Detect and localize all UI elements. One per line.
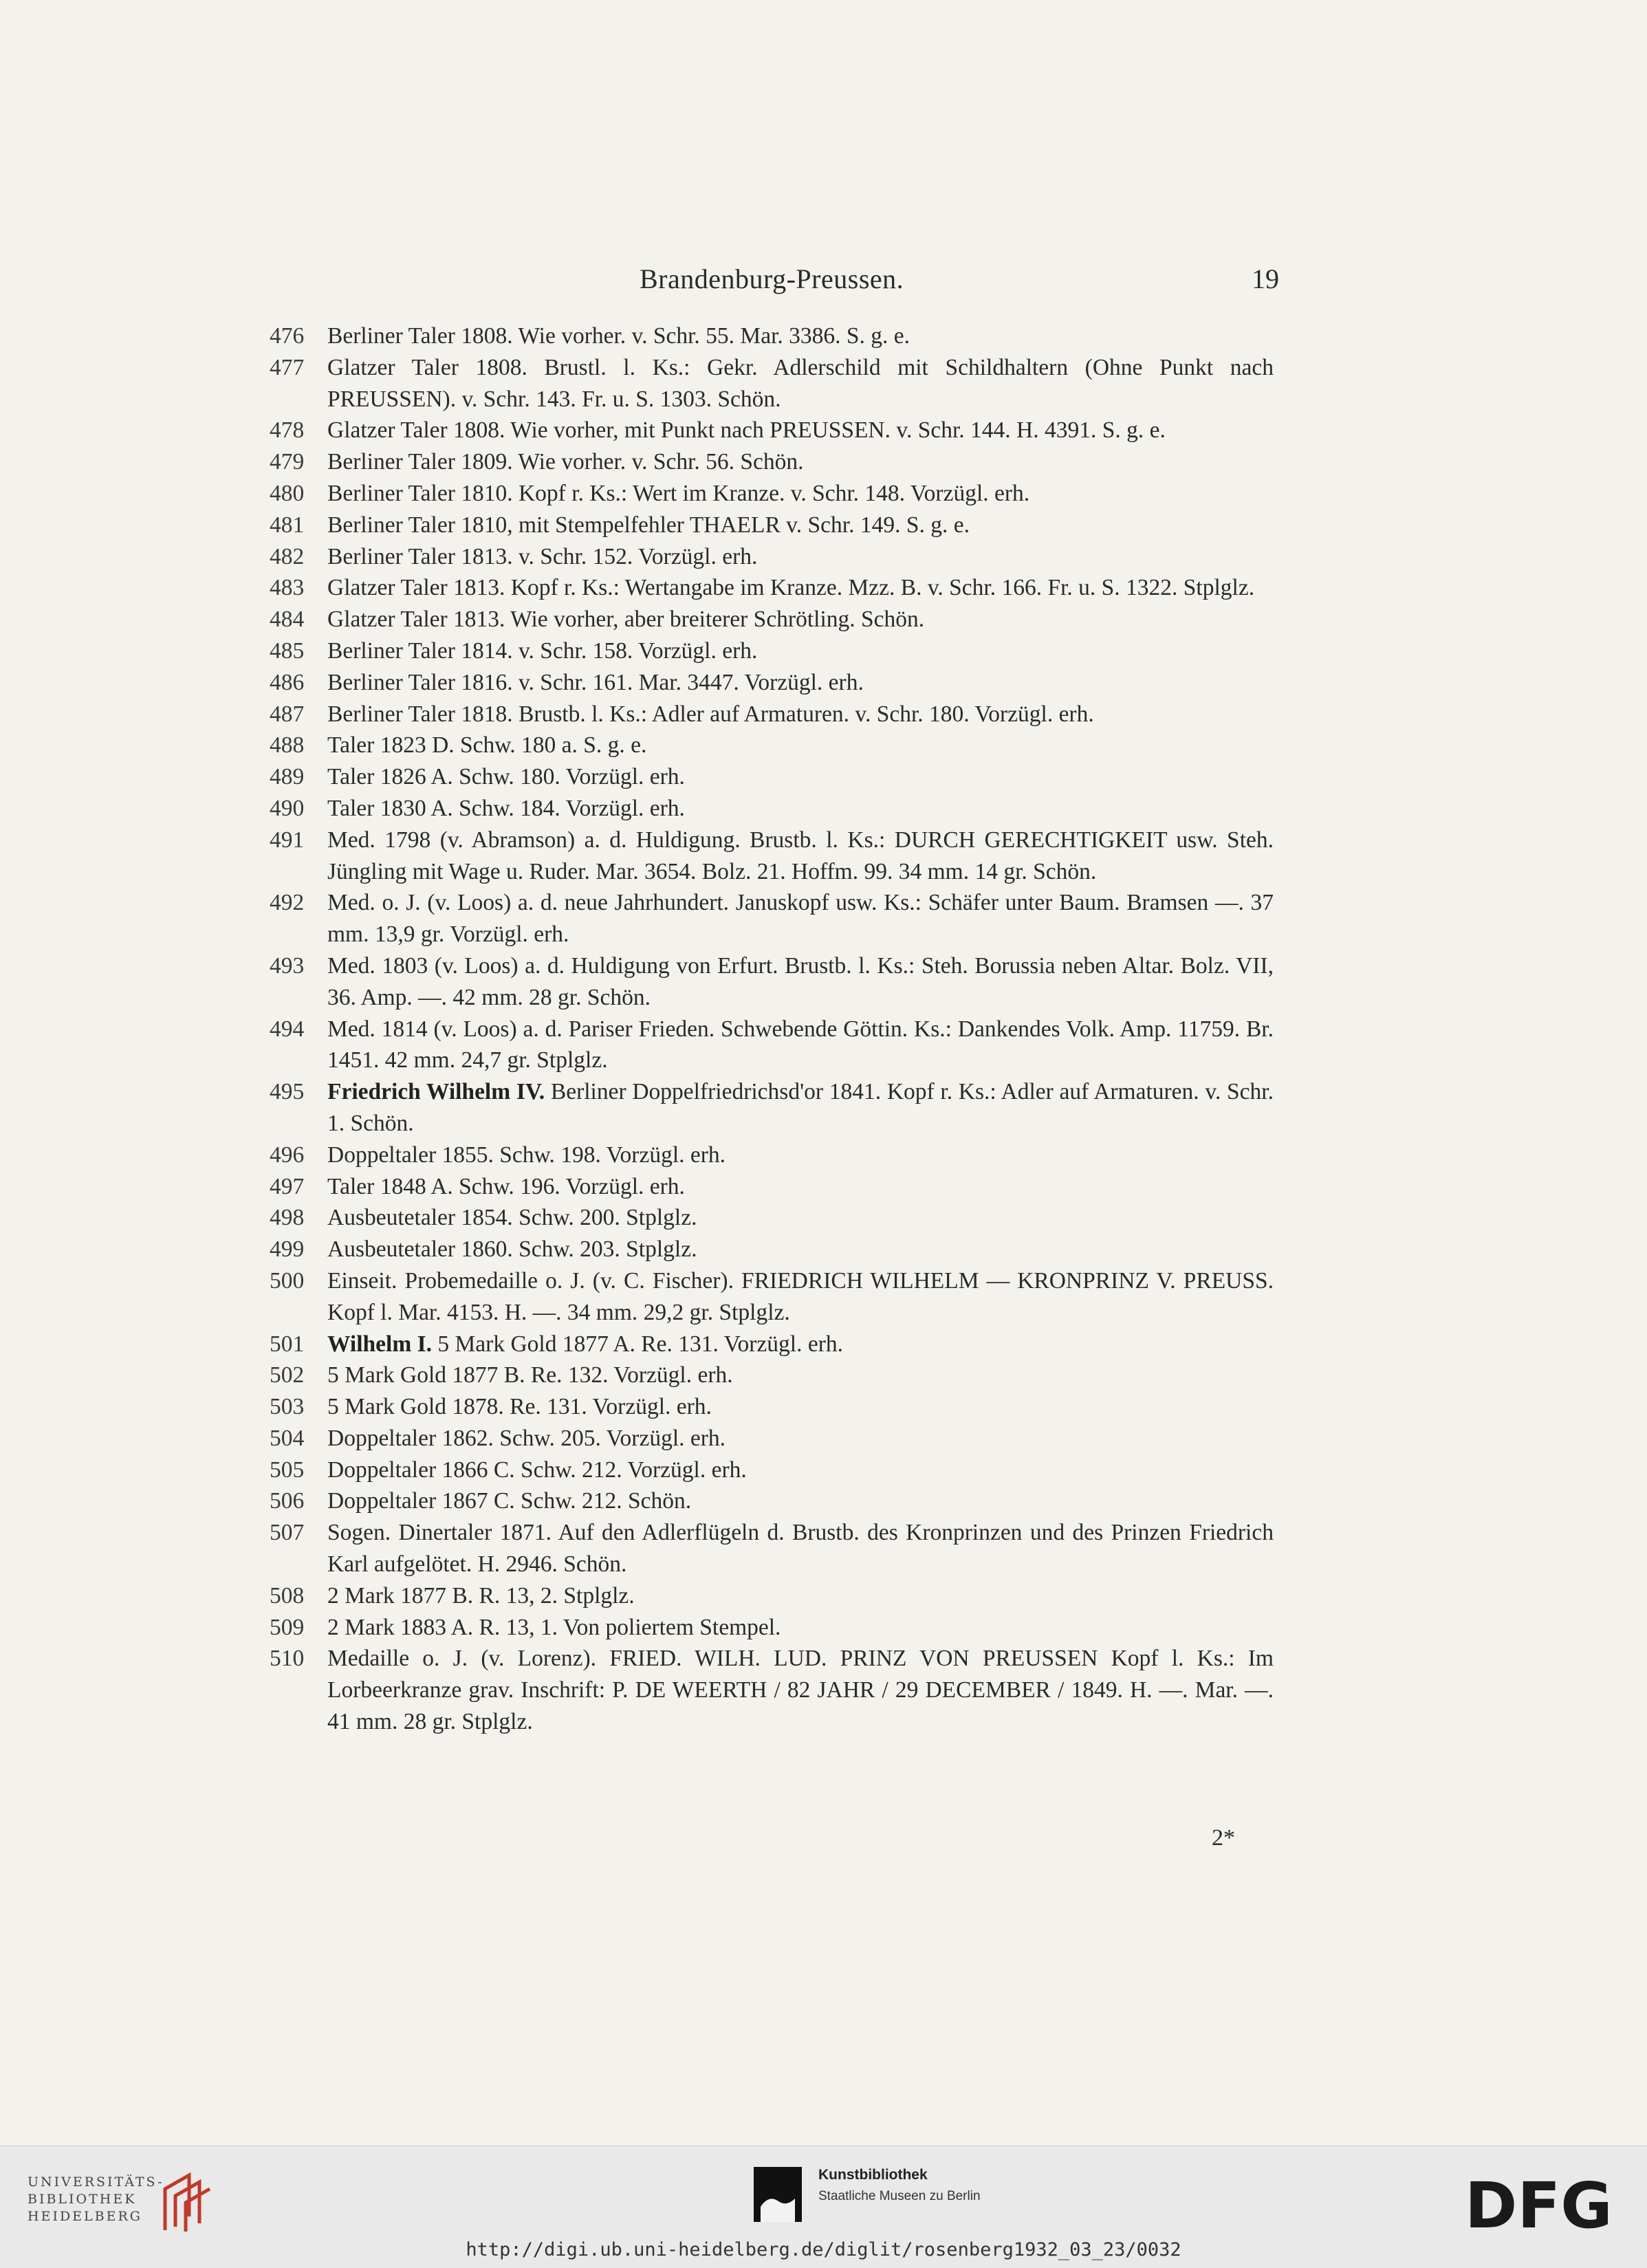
entry-body (327, 761, 1274, 793)
entry-body (327, 1580, 1274, 1612)
entry-body (327, 510, 1274, 541)
entry-text: Med. o. J. (v. Loos) a. d. neue Jahrhundert. Januskopf usw. Ks.: Schäfer unter Baum. Bramsen —. 37 mm. 13,9 gr. Vorzügl. erh. (327, 890, 1274, 948)
entry-body (327, 950, 1274, 1014)
footer-bar (0, 2146, 1647, 2268)
entry-body (327, 1234, 1274, 1265)
catalogue-entry (270, 446, 1274, 478)
entry-body (327, 446, 1274, 478)
catalogue-entry (270, 825, 1274, 888)
entry-number: 478 (270, 417, 305, 444)
heidelberg-library-text (28, 2174, 164, 2225)
entry-number: 498 (270, 1205, 305, 1231)
entry-number: 484 (270, 607, 305, 633)
entry-number: 492 (270, 890, 305, 916)
entry-number: 505 (270, 1457, 305, 1483)
heidelberg-library-logo[interactable] (28, 2174, 164, 2225)
entry-text: Ausbeutetaler 1854. Schw. 200. Stplglz. (327, 1205, 697, 1231)
catalogue-entry (270, 635, 1274, 667)
entry-body (327, 1202, 1274, 1234)
entry-text: Med. 1803 (v. Loos) a. d. Huldigung von Erfurt. Brustb. l. Ks.: Steh. Borussia neben Altar. Bolz. VII, 36. Amp. —. 42 mm. 28 gr. Schön. (327, 952, 1274, 1010)
catalogue-entry (270, 1360, 1274, 1391)
entry-body (327, 415, 1274, 446)
entry-body (327, 793, 1274, 825)
entry-number: 497 (270, 1173, 305, 1199)
catalogue-entry (270, 1423, 1274, 1454)
entry-body (327, 887, 1274, 950)
catalogue-entry (270, 761, 1274, 793)
entry-number: 489 (270, 764, 305, 790)
entry-body (327, 1454, 1274, 1486)
entry-text: Medaille o. J. (v. Lorenz). FRIED. WILH. LUD. PRINZ VON PREUSSEN Kopf l. Ks.: Im Lorbeerkranze grav. Inschrift: P. DE WEERTH / 82 JAHR / 29 DECEMBER / 1849. H. —. Mar. —. 41 mm. 28 gr. Stplglz. (327, 1646, 1274, 1735)
entry-text: Glatzer Taler 1813. Kopf r. Ks.: Wertangabe im Kranze. Mzz. B. v. Schr. 166. Fr. u. S. 1322. Stplglz. (327, 575, 1255, 601)
entry-text: Berliner Doppelfriedrichsd'or 1841. Kopf r. Ks.: Adler auf Armaturen. v. Schr. 1. Schön. (327, 1079, 1274, 1136)
uni-line: UNIVERSITÄTS- (28, 2174, 164, 2190)
dfg-label: DFG (1465, 2178, 1613, 2233)
ruler-heading: Friedrich Wilhelm IV. (327, 1079, 545, 1105)
entry-body (327, 1485, 1274, 1517)
entry-body (327, 825, 1274, 888)
catalogue-entry (270, 699, 1274, 730)
uni-line: BIBLIOTHEK (28, 2192, 137, 2207)
page-number: 19 (1252, 263, 1279, 294)
entry-text: Med. 1798 (v. Abramson) a. d. Huldigung. Brustb. l. Ks.: DURCH GERECHTIGKEIT usw. Steh. Jüngling mit Wage u. Ruder. Mar. 3654. Bolz. 21. Hoffm. 99. 34 mm. 14 gr. Schön. (327, 827, 1274, 884)
entry-number: 477 (270, 354, 305, 380)
entry-text: Berliner Taler 1810, mit Stempelfehler THAELR v. Schr. 149. S. g. e. (327, 512, 970, 538)
entry-body (327, 635, 1274, 667)
catalogue-entry (270, 1140, 1274, 1171)
entry-body (327, 667, 1274, 699)
catalogue-entry (270, 510, 1274, 541)
running-head (0, 263, 1647, 297)
entry-body (327, 1517, 1274, 1580)
entry-body (327, 541, 1274, 573)
catalogue-entry (270, 1076, 1274, 1140)
entry-body (327, 1423, 1274, 1454)
entry-number: 494 (270, 1016, 305, 1042)
catalogue-entry (270, 1517, 1274, 1580)
entry-text: Glatzer Taler 1813. Wie vorher, aber breiterer Schrötling. Schön. (327, 607, 925, 633)
heidelberg-seal-icon (151, 2168, 227, 2237)
catalogue-entry (270, 1454, 1274, 1486)
catalogue-entry (270, 793, 1274, 825)
catalogue-entry (270, 667, 1274, 699)
entry-number: 510 (270, 1646, 305, 1672)
catalogue-entry (270, 1234, 1274, 1265)
entry-number: 479 (270, 449, 305, 475)
entry-number: 506 (270, 1488, 305, 1514)
catalogue-entry (270, 887, 1274, 950)
kunstbibliothek-icon (754, 2167, 802, 2222)
catalogue-entry (270, 730, 1274, 761)
entry-text: 5 Mark Gold 1877 A. Re. 131. Vorzügl. erh. (437, 1331, 844, 1357)
catalogue-entry (270, 1171, 1274, 1203)
catalogue-entry (270, 352, 1274, 415)
entry-number: 482 (270, 543, 305, 569)
entry-body (327, 1140, 1274, 1171)
catalogue-entry (270, 1612, 1274, 1644)
entry-number: 493 (270, 952, 305, 979)
entry-body (327, 1391, 1274, 1423)
catalogue-entry (270, 541, 1274, 573)
entry-number: 504 (270, 1425, 305, 1451)
entry-number: 490 (270, 795, 305, 821)
entry-body (327, 1014, 1274, 1077)
entry-text: Doppeltaler 1867 C. Schw. 212. Schön. (327, 1488, 692, 1514)
catalogue-entry (270, 320, 1274, 352)
entry-text: 2 Mark 1877 B. R. 13, 2. Stplglz. (327, 1582, 635, 1609)
entry-text: Taler 1830 A. Schw. 184. Vorzügl. erh. (327, 795, 685, 821)
entry-text: Doppeltaler 1862. Schw. 205. Vorzügl. erh. (327, 1425, 726, 1451)
catalogue-entry (270, 1485, 1274, 1517)
entry-number: 485 (270, 637, 305, 664)
catalogue-entries (270, 320, 1274, 1738)
catalogue-entry (270, 1329, 1274, 1360)
entry-number: 476 (270, 323, 305, 349)
entry-number: 500 (270, 1267, 305, 1294)
entry-number: 499 (270, 1236, 305, 1263)
entry-text: Glatzer Taler 1808. Wie vorher, mit Punkt nach PREUSSEN. v. Schr. 144. H. 4391. S. g. e. (327, 417, 1166, 444)
entry-text: Berliner Taler 1818. Brustb. l. Ks.: Adler auf Armaturen. v. Schr. 180. Vorzügl. erh. (327, 701, 1094, 727)
entry-text: Berliner Taler 1808. Wie vorher. v. Schr. 55. Mar. 3386. S. g. e. (327, 323, 910, 349)
entry-text: Berliner Taler 1809. Wie vorher. v. Schr. 56. Schön. (327, 449, 804, 475)
entry-text: Taler 1823 D. Schw. 180 a. S. g. e. (327, 732, 647, 759)
entry-text: 5 Mark Gold 1878. Re. 131. Vorzügl. erh. (327, 1394, 712, 1420)
entry-body (327, 1329, 1274, 1360)
entry-number: 503 (270, 1394, 305, 1420)
running-title: Brandenburg-Preussen. (640, 263, 904, 294)
kb-subtitle: Staatliche Museen zu Berlin (818, 2189, 981, 2203)
entry-text: Ausbeutetaler 1860. Schw. 203. Stplglz. (327, 1236, 697, 1263)
entry-body (327, 1265, 1274, 1329)
entry-body (327, 699, 1274, 730)
entry-text: Berliner Taler 1810. Kopf r. Ks.: Wert im Kranze. v. Schr. 148. Vorzügl. erh. (327, 480, 1030, 506)
entry-text: Glatzer Taler 1808. Brustl. l. Ks.: Gekr. Adlerschild mit Schildhaltern (Ohne Punkt nach PREUSSEN). v. Schr. 143. Fr. u. S. 1303. Schön. (327, 354, 1274, 412)
entry-number: 491 (270, 827, 305, 853)
entry-body (327, 320, 1274, 352)
entry-text: Berliner Taler 1813. v. Schr. 152. Vorzügl. erh. (327, 543, 758, 569)
entry-number: 487 (270, 701, 305, 727)
ruler-heading: Wilhelm I. (327, 1331, 433, 1357)
entry-number: 509 (270, 1614, 305, 1640)
entry-number: 508 (270, 1582, 305, 1609)
catalogue-entry (270, 1391, 1274, 1423)
entry-body (327, 1643, 1274, 1737)
entry-body (327, 352, 1274, 415)
entry-text: Berliner Taler 1816. v. Schr. 161. Mar. 3447. Vorzügl. erh. (327, 669, 864, 695)
entry-body (327, 1612, 1274, 1644)
entry-text: Doppeltaler 1866 C. Schw. 212. Vorzügl. erh. (327, 1457, 747, 1483)
entry-number: 507 (270, 1520, 305, 1546)
catalogue-entry (270, 604, 1274, 635)
entry-number: 483 (270, 575, 305, 601)
signature-mark: 2* (1212, 1825, 1235, 1851)
entry-number: 501 (270, 1331, 305, 1357)
catalogue-entry (270, 1202, 1274, 1234)
catalogue-entry (270, 1580, 1274, 1612)
entry-body (327, 478, 1274, 510)
entry-text: Sogen. Dinertaler 1871. Auf den Adlerflügeln d. Brustb. des Kronprinzen und des Prinzen Friedrich Karl aufgelötet. H. 2946. Schön. (327, 1520, 1274, 1578)
entry-body (327, 1076, 1274, 1140)
catalogue-entry (270, 1643, 1274, 1737)
entry-body (327, 572, 1274, 604)
entry-text: Berliner Taler 1814. v. Schr. 158. Vorzügl. erh. (327, 637, 758, 664)
catalogue-entry (270, 1265, 1274, 1329)
uni-line: HEIDELBERG (28, 2209, 142, 2224)
catalogue-entry (270, 415, 1274, 446)
entry-number: 480 (270, 480, 305, 506)
entry-text: Taler 1826 A. Schw. 180. Vorzügl. erh. (327, 764, 685, 790)
catalogue-entry (270, 478, 1274, 510)
entry-text: Med. 1814 (v. Loos) a. d. Pariser Frieden. Schwebende Göttin. Ks.: Dankendes Volk. Amp. 11759. Br. 1451. 42 mm. 24,7 gr. Stplglz. (327, 1016, 1274, 1073)
entry-text: Taler 1848 A. Schw. 196. Vorzügl. erh. (327, 1173, 685, 1199)
entry-number: 486 (270, 669, 305, 695)
catalogue-entry (270, 1014, 1274, 1077)
catalogue-entry (270, 572, 1274, 604)
entry-number: 481 (270, 512, 305, 538)
entry-text: 2 Mark 1883 A. R. 13, 1. Von poliertem Stempel. (327, 1614, 781, 1640)
entry-text: 5 Mark Gold 1877 B. Re. 132. Vorzügl. erh. (327, 1362, 733, 1388)
entry-body (327, 1171, 1274, 1203)
catalogue-entry (270, 950, 1274, 1014)
entry-number: 496 (270, 1142, 305, 1168)
entry-body (327, 1360, 1274, 1391)
entry-body (327, 604, 1274, 635)
entry-number: 488 (270, 732, 305, 759)
entry-text: Doppeltaler 1855. Schw. 198. Vorzügl. erh. (327, 1142, 726, 1168)
dfg-logo-icon[interactable] (1465, 2178, 1623, 2233)
entry-number: 495 (270, 1079, 305, 1105)
entry-body (327, 730, 1274, 761)
entry-number: 502 (270, 1362, 305, 1388)
entry-text: Einseit. Probemedaille o. J. (v. C. Fischer). FRIEDRICH WILHELM — KRONPRINZ V. PREUSS. Kopf l. Mar. 4153. H. —. 34 mm. 29,2 gr. Stplglz. (327, 1267, 1274, 1325)
source-url-link[interactable]: http://digi.ub.uni-heidelberg.de/diglit/rosenberg1932_03_23/0032 (466, 2239, 1181, 2260)
kb-name: Kunstbibliothek (818, 2167, 928, 2183)
